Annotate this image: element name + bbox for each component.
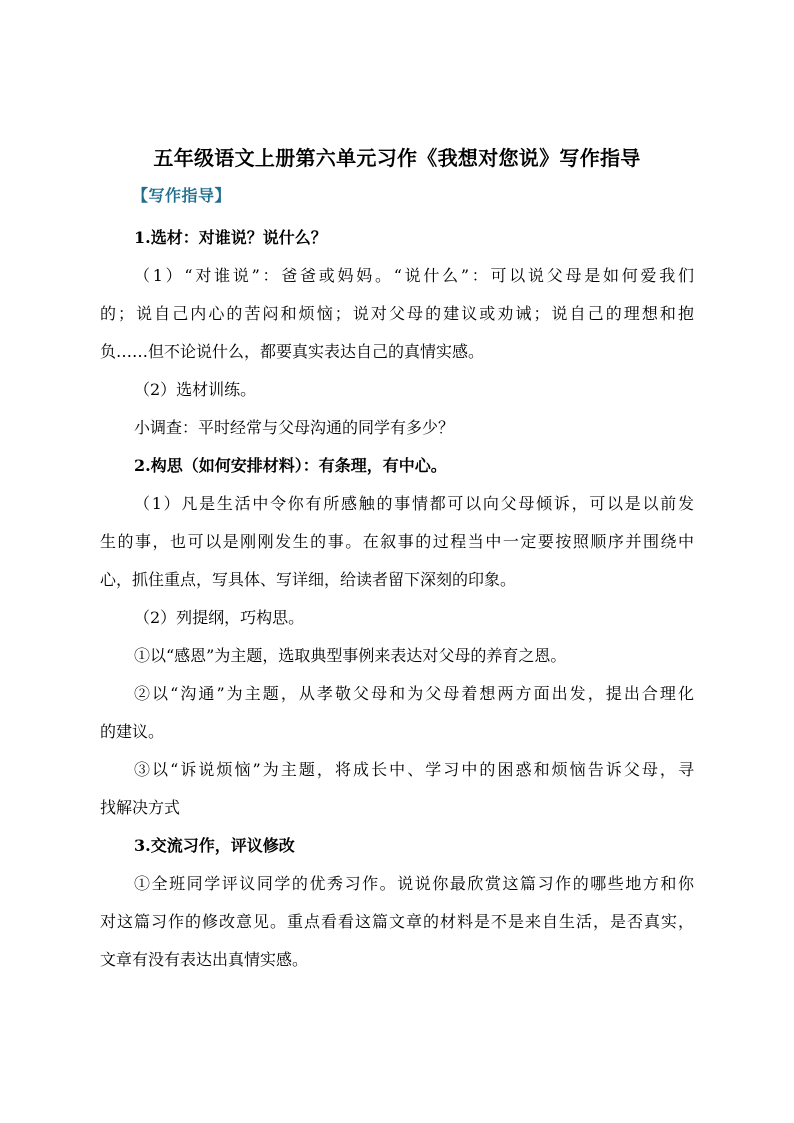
paragraph-line: （2）选材训练。 [134,380,257,399]
paragraph-line: ①全班同学评议同学的优秀习作。说说你最欣赏这篇习作的哪些地方和你 [134,874,694,893]
paragraph-line: 找解决方式 [100,798,181,817]
paragraph-line: 生的事，也可以是刚刚发生的事。在叙事的过程当中一定要按照顺序并围绕中 [100,532,694,551]
paragraph-line: 心，抓住重点，写具体、写详细，给读者留下深刻的印象。 [100,570,517,589]
paragraph-line: 对这篇习作的修改意见。重点看看这篇文章的材料是不是来自生活，是否真实， [100,912,694,931]
paragraph-line: 的；说自己内心的苦闷和烦恼；说对父母的建议或劝诫；说自己的理想和抱 [100,304,694,323]
section-2-heading: 2.构思（如何安排材料）：有条理，有中心。 [134,456,447,475]
paragraph-line: ②以“沟通”为主题，从孝敬父母和为父母着想两方面出发，提出合理化 [134,684,694,703]
document-title: 五年级语文上册第六单元习作《我想对您说》写作指导 [153,146,641,170]
section-3-heading: 3.交流习作，评议修改 [134,836,295,855]
paragraph-line: （1）“对谁说”：爸爸或妈妈。“说什么”：可以说父母是如何爱我们 [134,266,694,285]
section-1-heading: 1.选材：对谁说？说什么？ [134,228,327,247]
paragraph-line: 文章有没有表达出真情实感。 [100,950,309,969]
paragraph-line: （2）列提纲，巧构思。 [134,608,305,627]
paragraph-line: 负……但不论说什么，都要真实表达自己的真情实感。 [100,342,485,361]
section-label: 【写作指导】 [132,186,232,205]
paragraph-line: 小调查：平时经常与父母沟通的同学有多少？ [134,418,455,437]
paragraph-line: （1）凡是生活中令你有所感触的事情都可以向父母倾诉，可以是以前发 [134,494,694,513]
paragraph-line: ③以“诉说烦恼”为主题，将成长中、学习中的困惑和烦恼告诉父母，寻 [134,760,694,779]
paragraph-line: ①以“感恩”为主题，选取典型事例来表达对父母的养育之恩。 [134,646,567,665]
paragraph-line: 的建议。 [100,722,165,741]
